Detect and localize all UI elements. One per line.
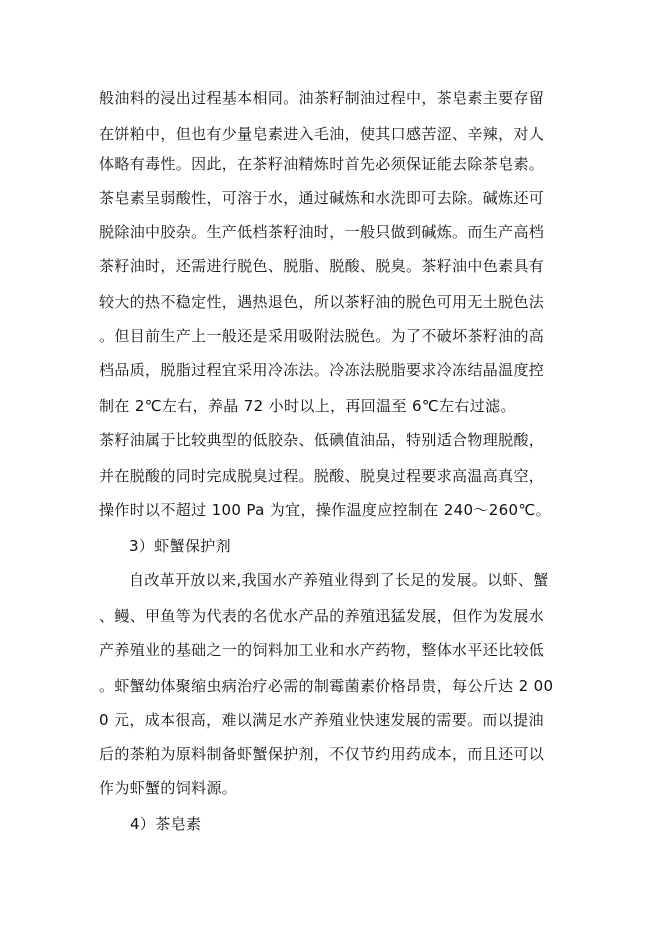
paragraph-line: 、鳗、甲鱼等为代表的名优水产品的养殖迅猛发展，但作为发展水 [99,607,545,625]
paragraph-line: 脱除油中胶杂。生产低档茶籽油时，一般只做到碱炼。而生产高档 [99,223,545,241]
paragraph-line: 档品质，脱脂过程宜采用冷冻法。冷冻法脱脂要求冷冻结晶温度控 [99,361,545,379]
paragraph-line: 茶皂素呈弱酸性，可溶于水，通过碱炼和水洗即可去除。碱炼还可 [99,189,545,207]
paragraph-line: 般油料的浸出过程基本相同。油茶籽制油过程中，茶皂素主要存留 [99,89,545,107]
paragraph-line: 自改革开放以来,我国水产养殖业得到了长足的发展。以虾、蟹 [129,571,549,589]
paragraph-line: 后的茶粕为原料制备虾蟹保护剂，不仅节约用药成本，而且还可以 [99,745,545,763]
paragraph-line: 制在 2℃左右，养晶 72 小时以上，再回温至 6℃左右过滤。 [99,397,516,415]
paragraph-line: 产养殖业的基础之一的饲料加工业和水产药物，整体水平还比较低 [99,641,545,659]
paragraph-line: 茶籽油属于比较典型的低胶杂、低碘值油品，特别适合物理脱酸， [99,431,545,449]
paragraph-line: 体略有毒性。因此，在茶籽油精炼时首先必须保证能去除茶皂素。 [99,155,545,173]
paragraph-line: 并在脱酸的同时完成脱臭过程。脱酸、脱臭过程要求高温高真空， [99,467,545,485]
paragraph-line: 茶籽油时，还需进行脱色、脱脂、脱酸、脱臭。茶籽油中色素具有 [99,257,545,275]
paragraph-line: 0 元，成本很高，难以满足水产养殖业快速发展的需要。而以提油 [99,711,544,729]
paragraph-line: 作为虾蟹的饲料源。 [99,779,238,797]
paragraph-line: 。但目前生产上一般还是采用吸附法脱色。为了不破坏茶籽油的高 [99,327,545,345]
paragraph-line: 在饼粕中，但也有少量皂素进入毛油，使其口感苦涩、辛辣，对人 [99,125,545,143]
paragraph-line: 较大的热不稳定性，遇热退色，所以茶籽油的脱色可用无土脱色法 [99,293,545,311]
section-heading: 3）虾蟹保护剂 [129,537,231,555]
paragraph-line: 操作时以不超过 100 Pa 为宜，操作温度应控制在 240～260℃。 [99,501,551,519]
section-heading: 4）茶皂素 [130,815,202,833]
paragraph-line: 。虾蟹幼体聚缩虫病治疗必需的制霉菌素价格昂贵，每公斤达 2 00 [99,677,554,695]
